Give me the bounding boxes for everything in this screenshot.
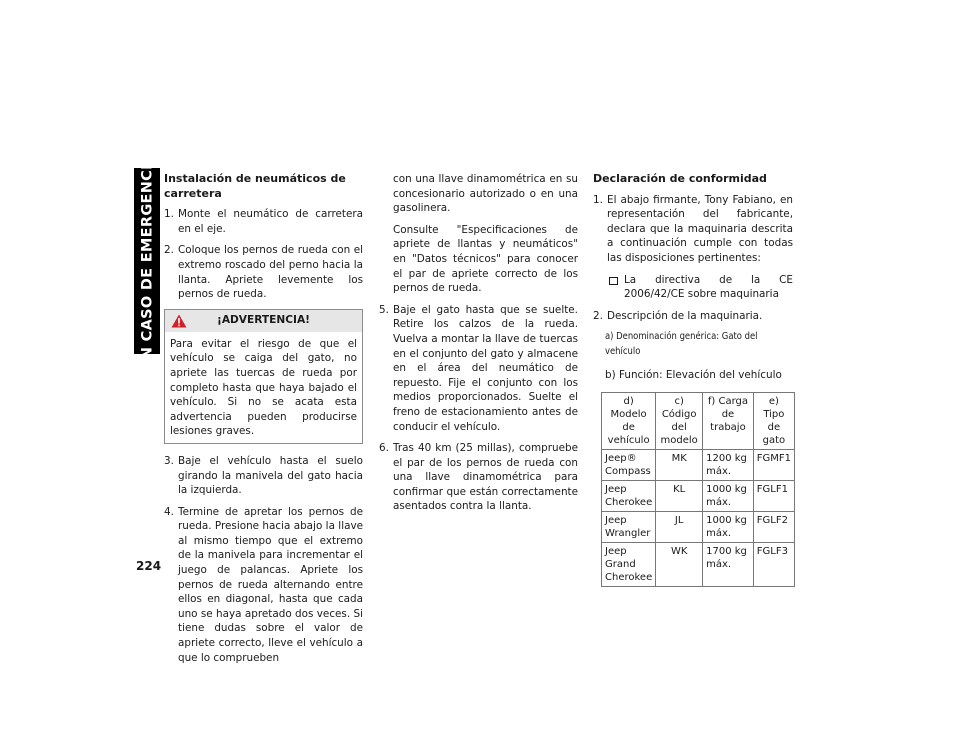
list-item-text: Termine de apretar los pernos de rueda. Presione hacia abajo la llave al mismo tiempo que el extremo de la manivela para incrementar el juego de palancas. Apriete los pernos de rueda alternando entre ellos en diagonal, hasta que cada uno se haya apretado dos veces. Si tiene dudas sobre el valor de apriete correcto, lleve el vehículo a que lo comprueben — [178, 505, 363, 664]
paragraph-note: Consulte "Especificaciones de apriete de llantas y neumáticos" en "Datos técnicos" para conocer el par de apriete correcto de los pernos de rueda. — [393, 223, 578, 295]
section-heading-installation: Instalación de neumáticos de carretera — [164, 172, 346, 200]
table-cell: WK — [656, 543, 703, 587]
list-item-text: Baje el gato hasta que se suelte. Retire los calzos de la rueda. Vuelva a montar la llave de tuercas en el conjunto del gato y almacene en el área del neumático de repuesto. Fije el conjunto con los medios proporcionados. Suelte el freno de estacionamiento antes de conducir el vehículo. — [393, 303, 578, 433]
column-header: f) Carga de trabajo — [703, 393, 754, 450]
table-cell: KL — [656, 481, 703, 512]
column-header: d) Modelo de vehículo — [602, 393, 656, 450]
table-cell: Jeep Wrangler — [602, 512, 656, 543]
section-side-tab-label: EN CASO DE EMERGENCIA — [139, 152, 156, 370]
table-cell: 1200 kg máx. — [703, 450, 754, 481]
list-item — [379, 303, 578, 434]
table-cell: Jeep Cherokee — [602, 481, 656, 512]
table-row — [602, 450, 795, 481]
table-row — [602, 512, 795, 543]
list-item-number: 4. — [164, 505, 174, 518]
list-item — [593, 193, 793, 266]
page-number: 224 — [136, 559, 162, 573]
bullet-item — [609, 273, 793, 302]
list-item — [164, 243, 363, 301]
table-cell: FGLF3 — [753, 543, 794, 587]
list-item-number: 2. — [593, 309, 603, 322]
list-item-number: 6. — [379, 442, 389, 455]
table-cell: 1000 kg máx. — [703, 481, 754, 512]
table-cell: JL — [656, 512, 703, 543]
list-item-number: 2. — [164, 244, 174, 257]
jack-spec-table — [601, 392, 795, 587]
table-cell: Jeep® Compass — [602, 450, 656, 481]
sub-item-function: b) Función: Elevación del vehículo — [605, 368, 782, 381]
list-item-text: Coloque los pernos de rueda con el extremo roscado del perno hacia la llanta. Apriete levemente los pernos de rueda. — [178, 244, 363, 301]
table-cell: FGMF1 — [753, 450, 794, 481]
sub-item-generic-name: a) Denominación genérica: Gato del vehículo — [605, 331, 758, 357]
table-row — [602, 481, 795, 512]
table-cell: 1700 kg máx. — [703, 543, 754, 587]
section-heading-conformity: Declaración de conformidad — [593, 172, 767, 185]
middle-column — [379, 172, 578, 521]
bullet-text: La directiva de la CE 2006/42/CE sobre maquinaria — [624, 273, 793, 301]
table-header-row — [602, 393, 795, 450]
left-column — [164, 172, 363, 672]
table-cell: MK — [656, 450, 703, 481]
list-item-number: 5. — [379, 303, 389, 316]
list-item-text: El abajo firmante, Tony Fabiano, en representación del fabricante, declara que la maquinaria descrita a continuación cumple con todas las disposiciones pertinentes: — [607, 193, 793, 264]
section-side-tab — [134, 152, 160, 370]
list-item-text: Baje el vehículo hasta el suelo girando la manivela del gato hacia la izquierda. — [178, 454, 363, 497]
list-item-text: Tras 40 km (25 millas), compruebe el par de los pernos de rueda con una llave dinamométrica para confirmar que están correctamente asentados contra la llanta. — [393, 442, 578, 513]
warning-title: ¡ADVERTENCIA! — [216, 314, 311, 327]
list-item — [164, 454, 363, 498]
list-item-text: Monte el neumático de carretera en el eje. — [178, 208, 363, 235]
table-cell: 1000 kg máx. — [703, 512, 754, 543]
list-item-number: 1. — [593, 193, 603, 206]
warning-header — [165, 310, 362, 332]
right-column — [593, 172, 793, 587]
list-item — [379, 441, 578, 514]
square-bullet-icon — [609, 277, 618, 285]
warning-box — [164, 309, 363, 444]
warning-triangle-icon — [171, 314, 187, 328]
column-header: e) Tipo de gato — [753, 393, 794, 450]
paragraph-continuation: con una llave dinamométrica en su concesionario autorizado o en una gasolinera. — [393, 173, 578, 215]
table-row — [602, 543, 795, 587]
list-item-number: 3. — [164, 454, 174, 467]
list-item-number: 1. — [164, 208, 174, 221]
table-cell: FGLF1 — [753, 481, 794, 512]
list-item — [164, 505, 363, 666]
column-header: c) Código del modelo — [656, 393, 703, 450]
table-cell: FGLF2 — [753, 512, 794, 543]
list-item-text: Descripción de la maquinaria. — [607, 309, 763, 322]
list-item — [164, 207, 363, 236]
table-cell: Jeep Grand Cherokee — [602, 543, 656, 587]
warning-body: Para evitar el riesgo de que el vehículo se caiga del gato, no apriete las tuercas de rueda por completo hasta que haya bajado el vehículo. Si no se acata esta advertencia pueden producirse lesiones graves. — [170, 337, 357, 438]
list-item — [593, 309, 793, 324]
